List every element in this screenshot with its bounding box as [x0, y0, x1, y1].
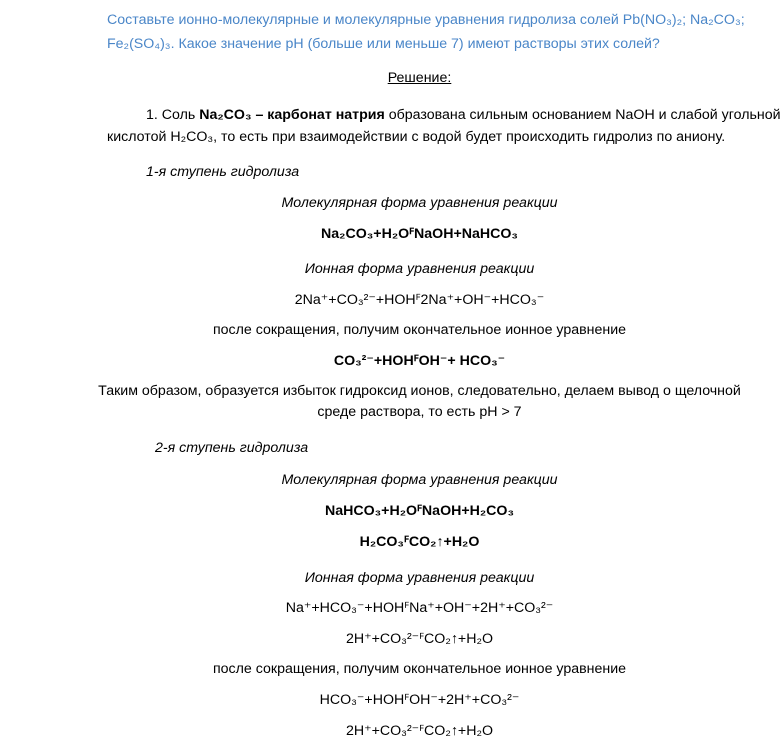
solution-heading: Решение: [387, 70, 452, 86]
para1-bold: Na₂CO₃ – карбонат натрия [199, 107, 385, 123]
step2-ionic-label: Ионная форма уравнения реакции [304, 570, 535, 586]
para1-prefix: 1. Соль [146, 107, 200, 123]
step1-molecular-equation: Na₂CO₃+H₂OꟳNaOH+NaHCO₃ [321, 226, 518, 242]
step2-molecular-equation-2: H₂CO₃ꟳCO₂↑+H₂O [359, 534, 480, 550]
task-line-2: Fe₂(SO₄)₃. Какое значение pH (больше или меньше 7) имеют растворы этих солей? [107, 36, 660, 52]
step1-after-reduction: после сокращения, получим окончательное ионное уравнение [212, 322, 627, 338]
step2-after-reduction: после сокращения, получим окончательное ионное уравнение [212, 661, 627, 677]
step2-ionic-equation-1: Na⁺+HCO₃⁻+HOHꟳNa⁺+OH⁻+2H⁺+CO₃²⁻ [285, 600, 554, 616]
step1-molecular-label: Молекулярная форма уравнения реакции [281, 195, 558, 211]
step2-heading: 2-я ступень гидролиза [155, 440, 309, 456]
step2-molecular-label: Молекулярная форма уравнения реакции [281, 472, 558, 488]
step2-net-equation-2: 2H⁺+CO₃²⁻ꟳCO₂↑+H₂O [345, 723, 494, 739]
step1-conclusion-line1: Таким образом, образуется избыток гидроксид ионов, следовательно, делаем вывод о щелочной [98, 383, 741, 399]
step1-ionic-label: Ионная форма уравнения реакции [304, 261, 535, 277]
step1-net-equation: CO₃²⁻+HOHꟳOH⁻+ HCO₃⁻ [333, 353, 506, 369]
para1-line1 [146, 106, 781, 124]
para1-line2: кислотой H₂CO₃, то есть при взаимодействии с водой будет происходить гидролиз по аниону. [107, 129, 726, 145]
step1-heading: 1-я ступень гидролиза [146, 164, 300, 180]
step2-molecular-equation-1: NaHCO₃+H₂OꟳNaOH+H₂CO₃ [324, 503, 515, 519]
para1-rest: образована сильным основанием NaOH и слабой угольной [384, 107, 781, 123]
task-line-1: Составьте ионно-молекулярные и молекулярные уравнения гидролиза солей Pb(NO₃)₂; Na₂CO₃; [107, 12, 745, 28]
step2-ionic-equation-2: 2H⁺+CO₃²⁻ꟳCO₂↑+H₂O [345, 631, 494, 647]
step2-net-equation-1: HCO₃⁻+HOHꟳOH⁻+2H⁺+CO₃²⁻ [319, 692, 520, 708]
step1-ionic-equation: 2Na⁺+CO₃²⁻+HOHꟳ2Na⁺+OH⁻+HCO₃⁻ [294, 292, 545, 308]
step1-conclusion-line2: среде раствора, то есть pH > 7 [317, 404, 522, 420]
